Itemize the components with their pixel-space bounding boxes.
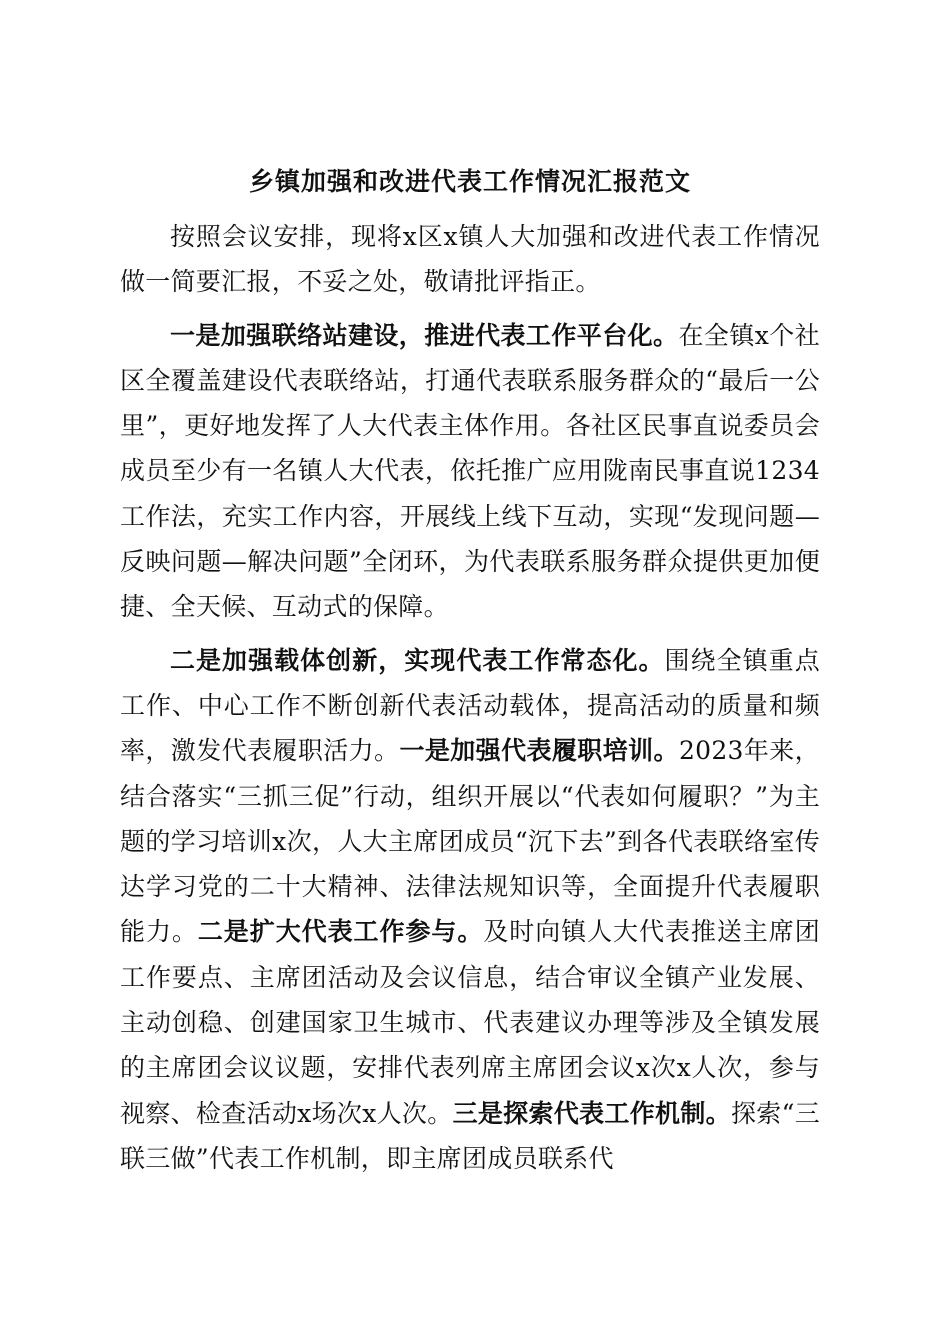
section-2-heading: 二是加强载体创新，实现代表工作常态化。	[170, 645, 665, 675]
subsection-3-body: 探索“三联三做”代表工作机制，即主席团成员联系代	[120, 1098, 820, 1173]
intro-paragraph: 按照会议安排，现将x区x镇人大加强和改进代表工作情况做一简要汇报，不妥之处，敬请批评指正。	[120, 222, 820, 297]
section-2-body: 围绕全镇重点工作、中心工作不断创新代表活动载体，提高活动的质量和频率，激发代表履职活力。	[120, 645, 820, 766]
subsection-1-heading: 一是加强代表履职培训。	[399, 736, 679, 766]
section-1-body: 在全镇x个社区全覆盖建设代表联络站，打通代表联系服务群众的“最后一公里”，更好地发挥了人大代表主体作用。各社区民事直说委员会成员至少有一名镇人大代表，依托推广应用陇南民事直说1234工作法，充实工作内容，开展线上线下互动，实现“发现问题—反映问题—解决问题”全闭环，为代表联系服务群众提供更加便捷、全天候、互动式的保障。	[120, 320, 820, 622]
subsection-2-heading: 二是扩大代表工作参与。	[197, 917, 484, 947]
document-title: 乡镇加强和改进代表工作情况汇报范文	[248, 167, 691, 196]
section-2-paragraph	[120, 638, 820, 1182]
section-1-paragraph	[120, 313, 820, 630]
document-page	[120, 160, 820, 1189]
subsection-2-body: 及时向镇人大代表推送主席团工作要点、主席团活动及会议信息，结合审议全镇产业发展、主动创稳、创建国家卫生城市、代表建议办理等涉及全镇发展的主席团会议议题，安排代表列席主席团会议x次x人次，参与视察、检查活动x场次x人次。	[120, 917, 821, 1128]
section-1-heading: 一是加强联络站建设，推进代表工作平台化。	[170, 320, 679, 350]
subsection-3-heading: 三是探索代表工作机制。	[452, 1098, 731, 1128]
subsection-1-body: 2023年来，结合落实“三抓三促”行动，组织开展以“代表如何履职？”为主题的学习培训x次，人大主席团成员“沉下去”到各代表联络室传达学习党的二十大精神、法律法规知识等，全面提升代表履职能力。	[120, 736, 820, 947]
